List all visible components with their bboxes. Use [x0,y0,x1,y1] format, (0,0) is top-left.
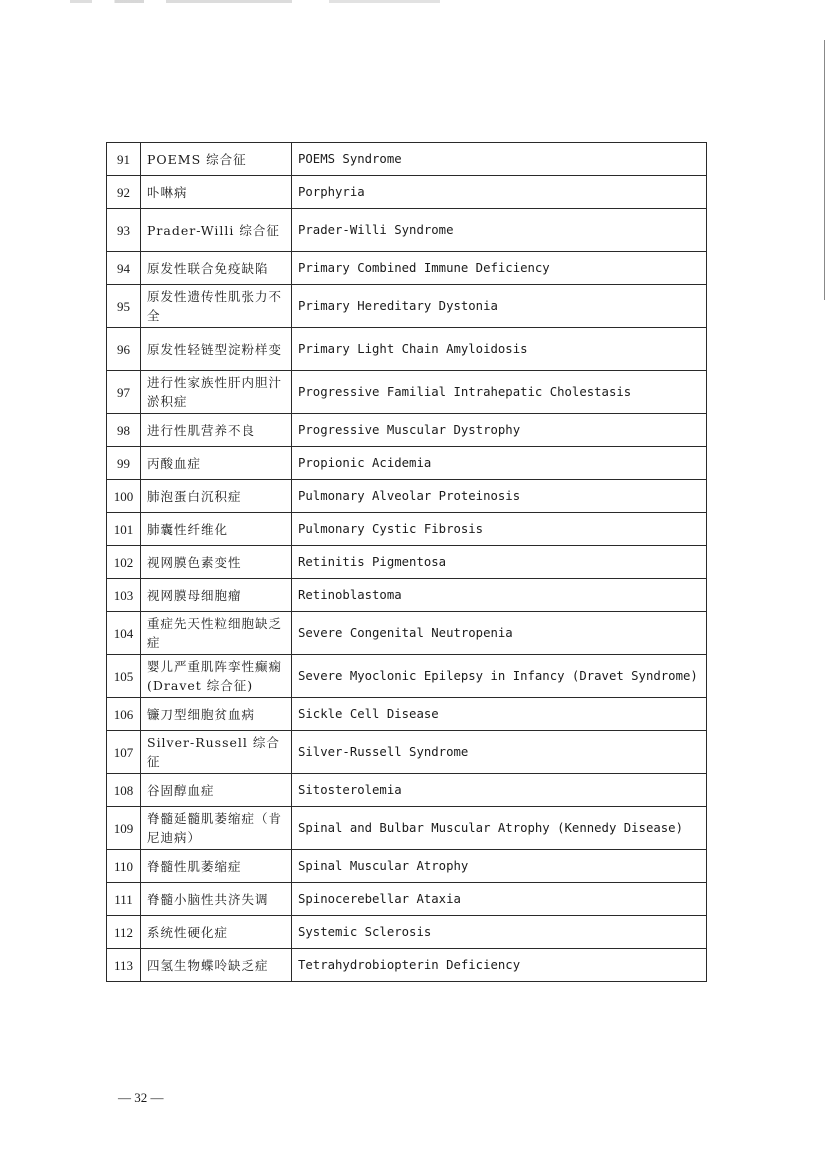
table-row [107,480,707,513]
table-row [107,579,707,612]
table-row [107,731,707,774]
row-number: 110 [107,850,141,883]
row-number: 98 [107,414,141,447]
page-number: — 32 — [118,1090,164,1105]
english-name: Tetrahydrobiopterin Deficiency [292,949,707,982]
chinese-name: 脊髓性肌萎缩症 [141,850,292,883]
chinese-name: 进行性家族性肝内胆汁淤积症 [141,371,292,414]
chinese-name: Silver-Russell 综合征 [141,731,292,774]
english-name: Prader-Willi Syndrome [292,209,707,252]
chinese-name: 婴儿严重肌阵挛性癫痫(Dravet 综合征) [141,655,292,698]
row-number: 97 [107,371,141,414]
table-row [107,176,707,209]
table-row [107,252,707,285]
table-row [107,414,707,447]
row-number: 95 [107,285,141,328]
english-name: Primary Combined Immune Deficiency [292,252,707,285]
english-name: Pulmonary Alveolar Proteinosis [292,480,707,513]
row-number: 103 [107,579,141,612]
english-name: Severe Congenital Neutropenia [292,612,707,655]
rare-disease-table [106,142,707,982]
row-number: 91 [107,143,141,176]
english-name: Porphyria [292,176,707,209]
chinese-name: 谷固醇血症 [141,774,292,807]
table-row [107,612,707,655]
table-row [107,698,707,731]
chinese-name: 肺泡蛋白沉积症 [141,480,292,513]
english-name: Spinocerebellar Ataxia [292,883,707,916]
table-row [107,850,707,883]
chinese-name: 系统性硬化症 [141,916,292,949]
english-name: Progressive Familial Intrahepatic Cholestasis [292,371,707,414]
row-number: 102 [107,546,141,579]
row-number: 111 [107,883,141,916]
english-name: Primary Light Chain Amyloidosis [292,328,707,371]
english-name: Severe Myoclonic Epilepsy in Infancy (Dravet Syndrome) [292,655,707,698]
chinese-name: 原发性轻链型淀粉样变 [141,328,292,371]
table-row [107,285,707,328]
row-number: 105 [107,655,141,698]
chinese-name: 四氢生物蝶呤缺乏症 [141,949,292,982]
english-name: Sitosterolemia [292,774,707,807]
chinese-name: 视网膜母细胞瘤 [141,579,292,612]
english-name: Retinoblastoma [292,579,707,612]
table-body [107,143,707,982]
row-number: 104 [107,612,141,655]
row-number: 100 [107,480,141,513]
scan-artifact-edge [824,40,825,300]
table-row [107,371,707,414]
english-name: Propionic Acidemia [292,447,707,480]
table-row [107,447,707,480]
chinese-name: 视网膜色素变性 [141,546,292,579]
chinese-name: 脊髓延髓肌萎缩症（肯尼迪病） [141,807,292,850]
english-name: Systemic Sclerosis [292,916,707,949]
chinese-name: POEMS 综合征 [141,143,292,176]
row-number: 107 [107,731,141,774]
english-name: Primary Hereditary Dystonia [292,285,707,328]
english-name: Pulmonary Cystic Fibrosis [292,513,707,546]
table-row [107,546,707,579]
chinese-name: 镰刀型细胞贫血病 [141,698,292,731]
table-row [107,209,707,252]
table-row [107,655,707,698]
row-number: 108 [107,774,141,807]
chinese-name: 卟啉病 [141,176,292,209]
row-number: 113 [107,949,141,982]
row-number: 94 [107,252,141,285]
row-number: 112 [107,916,141,949]
table-row [107,143,707,176]
row-number: 96 [107,328,141,371]
english-name: POEMS Syndrome [292,143,707,176]
english-name: Progressive Muscular Dystrophy [292,414,707,447]
chinese-name: 原发性遗传性肌张力不全 [141,285,292,328]
row-number: 106 [107,698,141,731]
english-name: Spinal and Bulbar Muscular Atrophy (Kennedy Disease) [292,807,707,850]
table-row [107,774,707,807]
table-row [107,807,707,850]
chinese-name: 丙酸血症 [141,447,292,480]
scan-artifact-top [70,0,440,3]
row-number: 99 [107,447,141,480]
row-number: 109 [107,807,141,850]
table-row [107,513,707,546]
table-row [107,916,707,949]
english-name: Silver-Russell Syndrome [292,731,707,774]
table-row [107,949,707,982]
table-row [107,328,707,371]
chinese-name: 重症先天性粒细胞缺乏症 [141,612,292,655]
table-row [107,883,707,916]
chinese-name: 脊髓小脑性共济失调 [141,883,292,916]
english-name: Sickle Cell Disease [292,698,707,731]
row-number: 101 [107,513,141,546]
english-name: Retinitis Pigmentosa [292,546,707,579]
row-number: 92 [107,176,141,209]
chinese-name: 进行性肌营养不良 [141,414,292,447]
row-number: 93 [107,209,141,252]
english-name: Spinal Muscular Atrophy [292,850,707,883]
chinese-name: 原发性联合免疫缺陷 [141,252,292,285]
chinese-name: 肺囊性纤维化 [141,513,292,546]
chinese-name: Prader-Willi 综合征 [141,209,292,252]
